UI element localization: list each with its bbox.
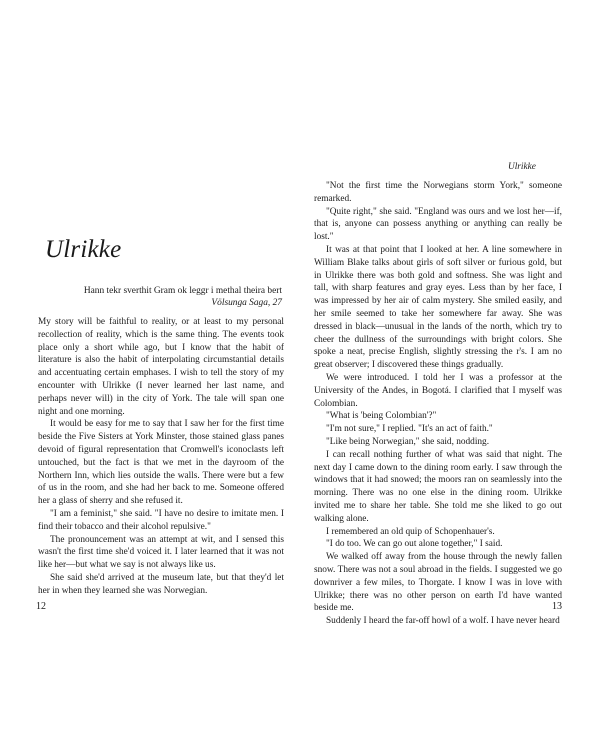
paragraph: "Quite right," she said. "England was ours and we lost her—if, that is, anyone can possess anything or anything can really be lost." bbox=[314, 206, 562, 243]
paragraph: My story will be faithful to reality, or at least to my personal recollection of reality, which is the same thing. The events took place only a short while ago, but I know that the habit of literature is also the habit of interpolating circumstantial details and accentuating certain emphases. I wish to tell the story of my encounter with Ulrikke (I never learned her last name, and perhaps never will) in the city of York. The tale will span one night and one morning. bbox=[38, 317, 284, 417]
paragraph: "Not the first time the Norwegians storm York," someone remarked. bbox=[314, 181, 562, 204]
paragraph: I remembered an old quip of Schopenhauer's. bbox=[326, 526, 495, 537]
page-number-left: 12 bbox=[36, 601, 46, 612]
left-body-text bbox=[38, 316, 284, 598]
paragraph: "What is 'being Colombian'?" bbox=[326, 411, 437, 422]
chapter-title: Ulrikke bbox=[45, 236, 122, 263]
page-number-right: 13 bbox=[552, 601, 562, 612]
right-page bbox=[300, 0, 600, 750]
paragraph: Suddenly I heard the far-off howl of a wolf. I have never heard bbox=[326, 616, 560, 627]
paragraph: "Like being Norwegian," she said, nodding. bbox=[326, 436, 490, 447]
epigraph bbox=[40, 285, 282, 309]
paragraph: "I am a feminist," she said. "I have no desire to imitate men. I find their tobacco and their alcohol repulsive." bbox=[38, 508, 284, 532]
epigraph-line: Hann tekr sverthit Gram ok leggr i methal theira bert bbox=[83, 286, 282, 296]
paragraph: The pronouncement was an attempt at wit, and I sensed this wasn't the first time she'd voiced it. I later learned that it was not like her—but what we say is not always like us. bbox=[38, 534, 284, 571]
paragraph: She said she'd arrived at the museum late, but that they'd let her in when they learned she was Norwegian. bbox=[38, 572, 284, 596]
paragraph: I can recall nothing further of what was said that night. The next day I came down to the dining room early. I saw through the windows that it had snowed; the moors ran on seamlessly into the morning. There was no one else in the dining room. Ulrikke invited me to share her table. She told me she liked to go out walking alone. bbox=[314, 449, 562, 524]
paragraph: It would be easy for me to say that I saw her for the first time beside the Five Sisters at York Minster, those stained glass panes devoid of figural representation that Cromwell's iconoclasts left untouched, but the fact is that we met in the dayroom of the Northern Inn, which lies outside the walls. There were but a few of us in the room, and she had her back to me. Someone offered her a glass of sherry and she refused it. bbox=[38, 419, 284, 507]
paragraph: It was at that point that I looked at her. A line somewhere in William Blake talks about girls of soft silver or furious gold, but in Ulrikke there was both gold and softness. She was light and tall, with sharp features and gray eyes. Less than by her face, I was impressed by her air of calm mystery. She smiled easily, and her smile seemed to take her somewhere far away. She was dressed in black—unusual in the lands of the north, which try to cheer the dullness of the surroundings with bright colors. She spoke a neat, precise English, slightly stressing the r's. I am no great observer; I discovered these things gradually. bbox=[314, 244, 562, 371]
epigraph-source: Völsunga Saga, 27 bbox=[211, 298, 282, 308]
right-body-text bbox=[314, 180, 562, 628]
paragraph: "I'm not sure," I replied. "It's an act of faith." bbox=[326, 424, 493, 435]
paragraph: "I do too. We can go out alone together," I said. bbox=[326, 539, 503, 550]
paragraph: We were introduced. I told her I was a professor at the University of the Andes, in Bogotá. I clarified that I myself was Colombian. bbox=[314, 372, 562, 409]
paragraph: We walked off away from the house through the newly fallen snow. There was not a soul abroad in the fields. I suggested we go downriver a few miles, to Thorgate. I know I was in love with Ulrikke; there was no other person on earth I'd have wanted beside me. bbox=[314, 552, 562, 614]
running-head: Ulrikke bbox=[508, 162, 536, 172]
